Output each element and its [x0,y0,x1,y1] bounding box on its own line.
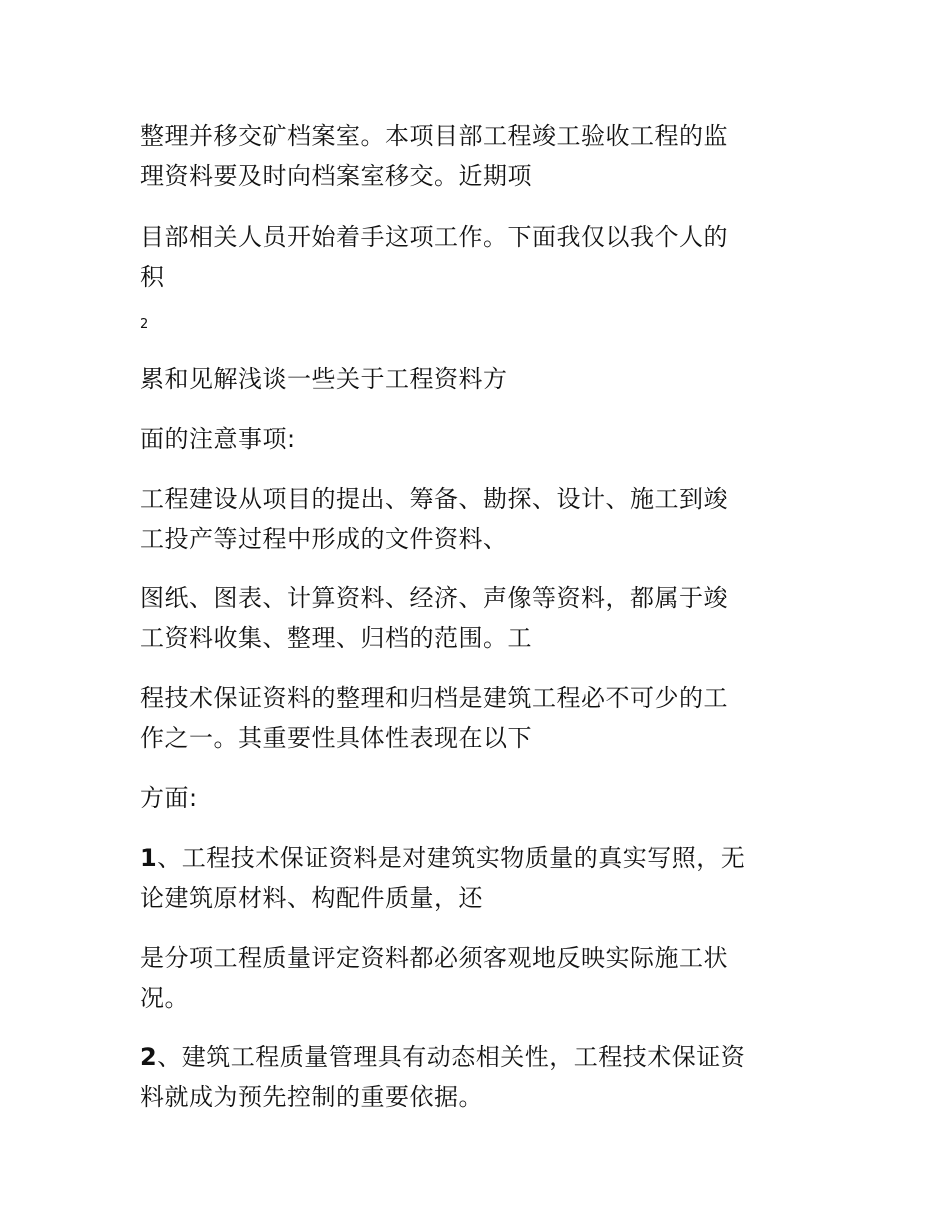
list-number: 2 [140,1043,158,1071]
text-line: 况。 [140,984,189,1012]
text-line: 累和见解浅谈一些关于工程资料方 [140,365,508,393]
text-line: 理资料要及时向档案室移交。近期项 [140,162,532,190]
text-line: 目部相关人员开始着手这项工作。下面我仅以我个人的 [140,223,728,251]
text-line: 程技术保证资料的整理和归档是建筑工程必不可少的工 [140,684,728,712]
text-line: 料就成为预先控制的重要依据。 [140,1083,483,1111]
paragraph [140,217,820,297]
text-line: 图纸、图表、计算资料、经济、声像等资料，都属于竣 [140,584,728,612]
text-line: 工程建设从项目的提出、筹备、勘探、设计、施工到竣 [140,485,728,513]
paragraph [140,1037,820,1117]
paragraph [140,778,820,818]
paragraph [140,678,820,758]
page-number: 2 [140,317,149,332]
text-line: 面的注意事项: [140,425,296,453]
text-line: 整理并移交矿档案室。本项目部工程竣工验收工程的监 [140,122,728,150]
text-line: 是分项工程质量评定资料都必须客观地反映实际施工状 [140,944,728,972]
text-line: 方面: [140,784,198,812]
text-line: 积 [140,263,165,291]
text-line: 工投产等过程中形成的文件资料、 [140,525,508,553]
text-line: 工资料收集、整理、归档的范围。工 [140,624,532,652]
paragraph [140,838,820,918]
list-number: 1 [140,844,158,872]
text-line: 论建筑原材料、构配件质量，还 [140,884,483,912]
text-line [140,1037,820,1077]
paragraph [140,479,820,559]
paragraph [140,359,820,399]
paragraph [140,116,820,196]
paragraph [140,578,820,658]
text-fragment: 、建筑工程质量管理具有动态相关性，工程技术保证资 [157,1043,746,1071]
text-line: 作之一。其重要性具体性表现在以下 [140,724,532,752]
paragraph [140,419,820,459]
text-line [140,838,820,878]
text-fragment: 、工程技术保证资料是对建筑实物质量的真实写照，无 [157,844,746,872]
paragraph [140,938,820,1018]
